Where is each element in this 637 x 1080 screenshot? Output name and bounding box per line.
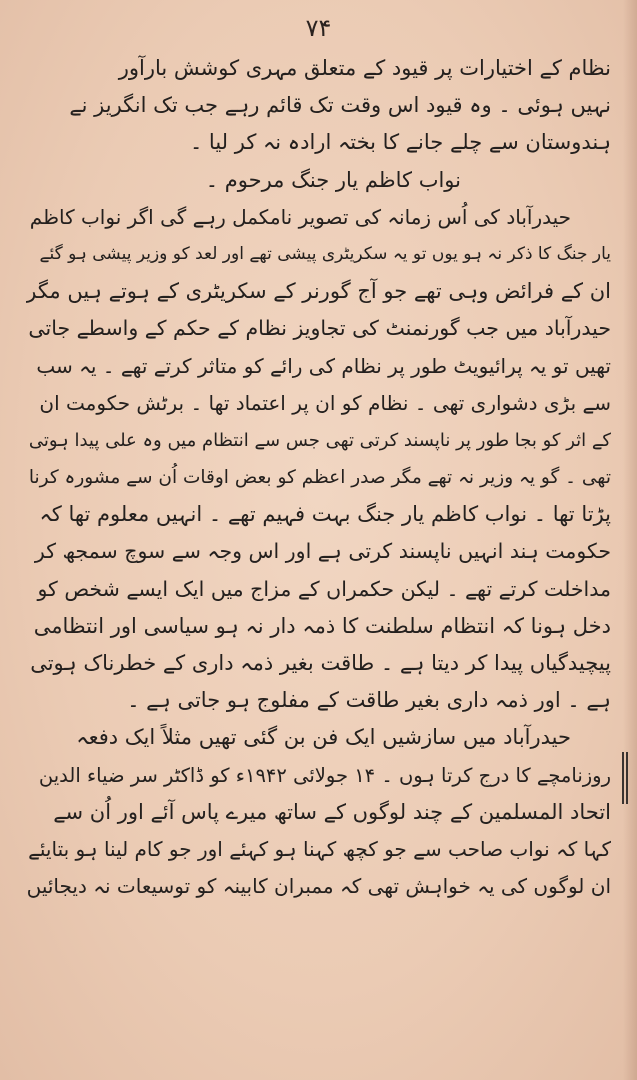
text-line: ان لوگوں کی یہ خواہش تھی کہ ممبران کابینہ کو توسیعات نہ دیجائیں xyxy=(26,874,611,899)
text-line: سے بڑی دشواری تھی ۔ نظام کو ان پر اعتماد تھا ۔ برٹش حکومت ان xyxy=(39,390,611,415)
page-edge-shadow xyxy=(623,0,637,1080)
margin-mark xyxy=(622,752,628,804)
page-number: ۷۴ xyxy=(305,14,332,42)
text-line: ان کے فرائض وہی تھے جو آج گورنر کے سکریٹری کے ہوتے ہیں مگر xyxy=(26,279,611,304)
text-line: دخل ہونا کہ انتظام سلطنت کا ذمہ دار نہ ہو سیاسی اور انتظامی xyxy=(33,613,611,638)
text-line: نظام کے اختیارات پر قیود کے متعلق مہری کوشش بارآور xyxy=(118,56,611,80)
text-line: کے اثر کو بجا طور پر ناپسند کرتی تھی جس سے انتظام میں وہ علی پیدا ہوتی xyxy=(28,429,611,451)
text-line: یار جنگ کا ذکر نہ ہو یوں تو یہ سکریٹری پیشی تھے اور لعد کو وزیر پیشی ہو گئے xyxy=(39,243,611,264)
text-line: روزنامچے کا درج کرتا ہوں ۔ ۱۴ جولائی ۱۹۴۲ء کو ڈاکٹر سر ضیاء الدین xyxy=(38,763,611,787)
text-line: پڑتا تھا ۔ نواب کاظم یار جنگ بہت فہیم تھے ۔ انہیں معلوم تھا کہ xyxy=(39,502,611,527)
text-line: تھی ۔ گو یہ وزیر نہ تھے مگر صدر اعظم کو بعض اوقات اُن سے مشورہ کرنا xyxy=(28,467,611,489)
text-line: کہا کہ نواب صاحب سے جو کچھ کہنا ہو کہئے اور جو کام لینا ہو بتایئے xyxy=(28,836,611,861)
section-heading: نواب کاظم یار جنگ مرحوم ۔ xyxy=(205,167,461,192)
text-line: اتحاد المسلمین کے چند لوگوں کے ساتھ میرے پاس آئے اور اُن سے xyxy=(53,799,611,824)
text-line: تھیں تو یہ پرائیویٹ طور پر نظام کی رائے کو متاثر کرتے تھے ۔ یہ سب xyxy=(36,353,611,378)
text-line: پیچیدگیاں پیدا کر دیتا ہے ۔ طاقت بغیر ذمہ داری کے خطرناک ہوتی xyxy=(30,651,611,675)
body-text xyxy=(26,50,611,905)
text-line: حیدرآباد کی اُس زمانہ کی تصویر نامکمل رہے گی اگر نواب کاظم xyxy=(29,204,571,229)
text-line: نہیں ہوئی ۔ وہ قیود اس وقت تک قائم رہے جب تک انگریز نے xyxy=(69,93,611,118)
text-line: حیدرآباد میں جب گورنمنٹ کی تجاویز نظام کے حکم کے واسطے جاتی xyxy=(28,316,611,341)
text-line: ہے ۔ اور ذمہ داری بغیر طاقت کے مفلوج ہو جاتی ہے ۔ xyxy=(127,688,611,713)
text-line: حکومت ہند انہیں ناپسند کرتی ہے اور اس وجہ سے سوچ سمجھ کر xyxy=(34,539,611,564)
text-line: ہندوستان سے چلے جانے کا بختہ ارادہ نہ کر لیا ۔ xyxy=(189,130,611,155)
text-line: حیدرآباد میں سازشیں ایک فن بن گئی تھیں مثلاً ایک دفعہ xyxy=(76,725,571,750)
text-line: مداخلت کرتے تھے ۔ لیکن حکمراں کے مزاج میں ایک ایسے شخص کو xyxy=(37,576,611,601)
